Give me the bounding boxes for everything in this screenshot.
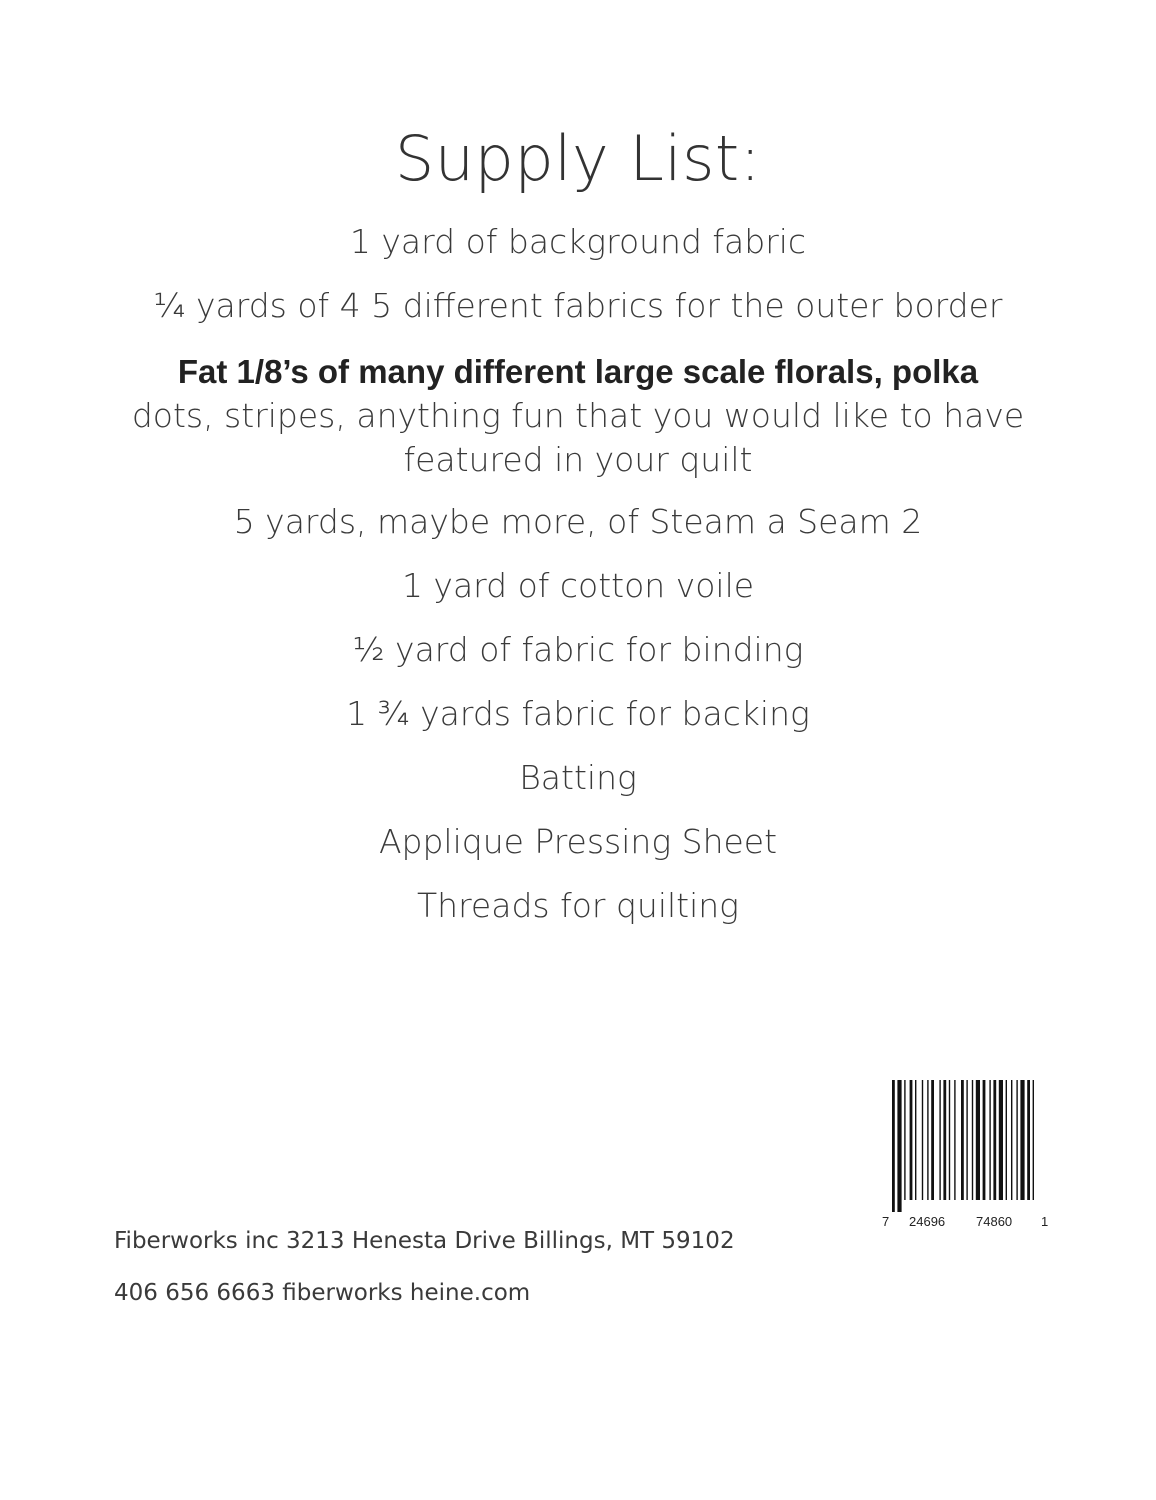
barcode xyxy=(880,1080,1050,1230)
barcode-bar xyxy=(1011,1080,1012,1200)
barcode-bar xyxy=(999,1080,1003,1200)
barcode-digit-last: 1 xyxy=(1041,1214,1049,1229)
barcode-bar xyxy=(1006,1080,1007,1200)
supply-item: ½ yard of fabric for binding xyxy=(352,630,804,669)
barcode-bar xyxy=(961,1080,964,1200)
supply-item: Applique Pressing Sheet xyxy=(378,822,778,861)
supply-item-text: dots, stripes, anything fun that you would like to have featured in your quilt xyxy=(131,396,1025,479)
barcode-graphic xyxy=(880,1080,1050,1230)
barcode-bar xyxy=(954,1080,955,1200)
barcode-bar xyxy=(972,1080,973,1200)
footer-address: Fiberworks inc 3213 Henesta Drive Billings, MT 59102 xyxy=(114,1228,735,1254)
supply-item xyxy=(128,350,1028,482)
supply-list xyxy=(0,222,1156,950)
barcode-bar xyxy=(1016,1080,1017,1200)
barcode-bar xyxy=(943,1080,946,1200)
barcode-bar xyxy=(915,1080,916,1200)
page-title: Supply List: xyxy=(394,122,762,195)
barcode-bar xyxy=(910,1080,913,1200)
supply-item: 1 ¾ yards fabric for backing xyxy=(346,694,810,733)
barcode-bar xyxy=(931,1080,934,1200)
supply-item: 5 yards, maybe more, of Steam a Seam 2 xyxy=(233,502,923,541)
barcode-bar xyxy=(927,1080,928,1200)
barcode-bar xyxy=(966,1080,967,1200)
supply-item: Threads for quilting xyxy=(417,886,739,925)
barcode-group-left: 24696 xyxy=(909,1214,946,1229)
barcode-bar xyxy=(1027,1080,1030,1200)
barcode-digit-first: 7 xyxy=(882,1214,890,1229)
barcode-bar xyxy=(922,1080,923,1200)
footer xyxy=(114,1215,735,1319)
supply-item-bold-text: Fat 1/8’s of many different large scale florals, polka xyxy=(177,353,979,390)
barcode-bar xyxy=(1033,1080,1034,1200)
barcode-bar xyxy=(897,1080,901,1212)
barcode-bar xyxy=(983,1080,986,1200)
barcode-bar xyxy=(1020,1080,1024,1200)
supply-item: Batting xyxy=(519,758,637,797)
supply-item: ¼ yards of 4 5 different fabrics for the outer border xyxy=(153,286,1003,325)
footer-contact: 406 656 6663 fiberworks heine.com xyxy=(114,1280,531,1306)
barcode-bar xyxy=(939,1080,940,1200)
barcode-group-right: 74860 xyxy=(976,1214,1013,1229)
barcode-bar xyxy=(993,1080,996,1200)
supply-item: 1 yard of cotton voile xyxy=(401,566,755,605)
barcode-bar xyxy=(989,1080,990,1200)
barcode-bar xyxy=(904,1080,905,1200)
barcode-bar xyxy=(949,1080,950,1200)
barcode-bar xyxy=(976,1080,980,1200)
barcode-bar xyxy=(892,1080,895,1212)
supply-item: 1 yard of background fabric xyxy=(349,222,807,261)
